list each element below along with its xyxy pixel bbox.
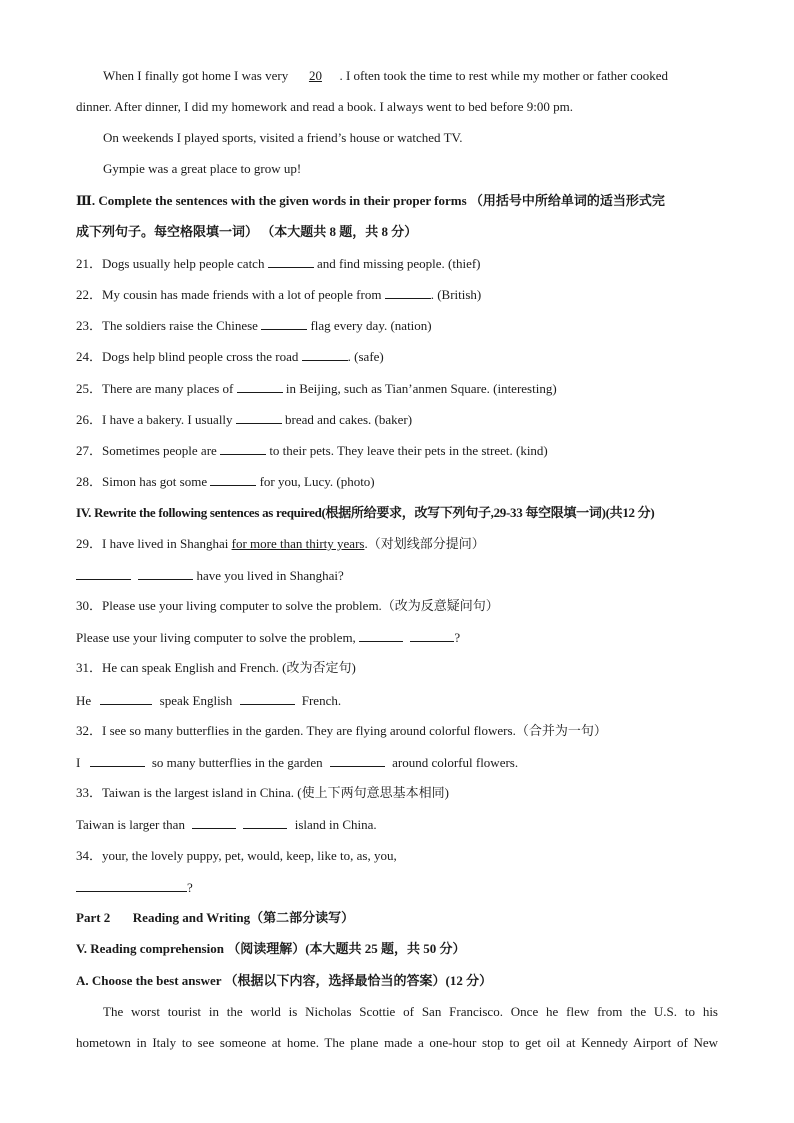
answer-blank-20: 20	[308, 68, 322, 83]
question-text: for you, Lucy. (photo)	[259, 474, 375, 489]
answer-text: island in China.	[294, 817, 377, 832]
section-4-heading: IV. Rewrite the following sentences as required(根据所给要求，改写下列句子,29-33 每空限填一词)(共12 分)	[76, 505, 655, 520]
question-25	[76, 379, 718, 398]
underlined-phrase: for more than thirty years	[231, 536, 365, 551]
answer-text: Please use your living computer to solve the problem,	[76, 630, 356, 645]
answer-blank[interactable]	[90, 753, 145, 767]
answer-blank[interactable]	[237, 379, 283, 393]
question-text: 26．I have a bakery. I usually	[76, 412, 233, 427]
passage-line-3: On weekends I played sports, visited a friend’s house or watched TV.	[103, 130, 463, 145]
answer-text: ?	[187, 880, 193, 895]
answer-blank[interactable]	[261, 316, 307, 330]
question-text: .（对划线部分提问）	[364, 536, 485, 551]
answer-blank[interactable]	[268, 254, 314, 268]
question-32: 32．I see so many butterflies in the garden. They are flying around colorful flowers.（合并为一句）	[76, 723, 607, 738]
part-label: Part 2	[76, 910, 111, 925]
question-34: 34．your, the lovely puppy, pet, would, keep, like to, as, you,	[76, 848, 397, 863]
section-a-heading: A. Choose the best answer （根据以下内容，选择最恰当的答案）(12 分）	[76, 973, 493, 988]
question-24	[76, 347, 718, 366]
answer-blank[interactable]	[240, 691, 295, 705]
question-28	[76, 472, 718, 491]
answer-text: ?	[454, 630, 461, 645]
question-33: 33．Taiwan is the largest island in China. (使上下两句意思基本相同)	[76, 785, 449, 800]
passage-text: When I finally got home I was very	[103, 68, 289, 83]
answer-text: I	[76, 755, 81, 770]
answer-text: so many butterflies in the garden	[151, 755, 323, 770]
question-text: . (safe)	[347, 349, 384, 364]
question-30: 30．Please use your living computer to solve the problem.（改为反意疑问句）	[76, 598, 499, 613]
section-5-heading: V. Reading comprehension （阅读理解）(本大题共 25 题，共 50 分）	[76, 941, 466, 956]
answer-blank[interactable]	[100, 691, 152, 705]
answer-30	[76, 628, 718, 647]
section-3-heading-cont: 成下列句子。每空格限填一词） （本大题共 8 题，共 8 分）	[76, 224, 418, 239]
question-text: in Beijing, such as Tian’anmen Square. (interesting)	[285, 381, 557, 396]
question-text: 23．The soldiers raise the Chinese	[76, 318, 258, 333]
question-text: and find missing people. (thief)	[316, 256, 481, 271]
question-22	[76, 285, 718, 304]
answer-text: speak English	[159, 693, 233, 708]
answer-blank[interactable]	[410, 628, 454, 642]
part-2-heading	[76, 909, 718, 927]
question-text: 25．There are many places of	[76, 381, 234, 396]
question-text: 24．Dogs help blind people cross the road	[76, 349, 299, 364]
answer-blank[interactable]	[236, 410, 282, 424]
question-text: to their pets. They leave their pets in the street. (kind)	[269, 443, 548, 458]
answer-text: have you lived in Shanghai?	[196, 568, 344, 583]
answer-33	[76, 815, 718, 834]
answer-29	[76, 566, 718, 585]
question-23	[76, 316, 718, 335]
answer-text: French.	[301, 693, 342, 708]
answer-32	[76, 753, 718, 772]
question-31: 31．He can speak English and French. (改为否定句)	[76, 660, 356, 675]
question-text: 22．My cousin has made friends with a lot of people from	[76, 287, 382, 302]
question-text: 29．I have lived in Shanghai	[76, 536, 229, 551]
reading-line-2: hometown in Italy to see someone at home. The plane made a one-hour stop to get oil at Kennedy Airport of New	[76, 1035, 718, 1050]
answer-blank[interactable]	[359, 628, 403, 642]
question-text: 27．Sometimes people are	[76, 443, 217, 458]
question-26	[76, 410, 718, 429]
question-text: flag every day. (nation)	[310, 318, 432, 333]
part-title: Reading and Writing（第二部分读写）	[132, 910, 355, 925]
answer-blank[interactable]	[210, 472, 256, 486]
question-29	[76, 535, 718, 553]
question-27	[76, 441, 718, 460]
answer-blank[interactable]	[243, 815, 287, 829]
answer-blank[interactable]	[302, 347, 348, 361]
question-text: . (British)	[430, 287, 482, 302]
answer-blank[interactable]	[330, 753, 385, 767]
question-text: bread and cakes. (baker)	[285, 412, 413, 427]
question-21	[76, 254, 718, 273]
answer-34	[76, 878, 718, 897]
answer-blank[interactable]	[138, 566, 193, 580]
answer-blank[interactable]	[76, 878, 187, 892]
reading-line-1: The worst tourist in the world is Nicholas Scottie of San Francisco. Once he flew from the U.S. to his	[103, 1004, 718, 1019]
passage-line-2: dinner. After dinner, I did my homework and read a book. I always went to bed before 9:00 pm.	[76, 99, 573, 114]
answer-31	[76, 691, 718, 710]
answer-text: around colorful flowers.	[392, 755, 519, 770]
passage-text: . I often took the time to rest while my mother or father cooked	[339, 68, 668, 83]
passage-line-1	[103, 67, 718, 85]
answer-blank[interactable]	[192, 815, 236, 829]
answer-blank[interactable]	[220, 441, 266, 455]
answer-blank[interactable]	[76, 566, 131, 580]
answer-text: He	[76, 693, 92, 708]
question-text: 28．Simon has got some	[76, 474, 208, 489]
question-text: 21．Dogs usually help people catch	[76, 256, 265, 271]
answer-blank[interactable]	[385, 285, 431, 299]
section-3-heading: Ⅲ. Complete the sentences with the given words in their proper forms （用括号中所给单词的适当形式完	[76, 193, 665, 208]
passage-line-4: Gympie was a great place to grow up!	[103, 161, 302, 176]
answer-text: Taiwan is larger than	[76, 817, 185, 832]
